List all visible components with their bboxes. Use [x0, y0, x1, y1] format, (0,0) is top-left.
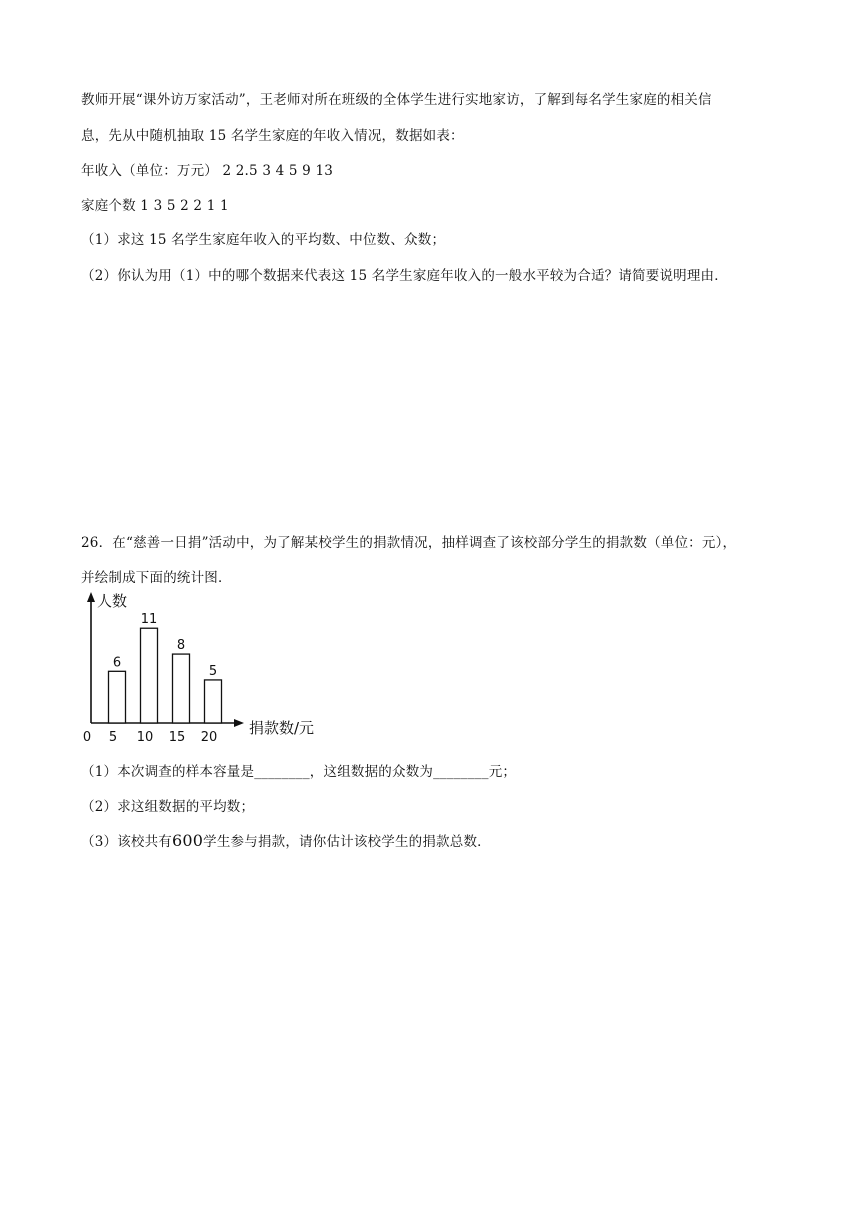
data-label-5: 6	[112, 655, 122, 671]
intro-line-1: 教师开展“课外访万家活动”，王老师对所在班级的全体学生进行实地家访，了解到每名学生家庭的相关信	[81, 92, 712, 108]
problem26-question-3	[81, 830, 491, 850]
tick-label-5: 5	[108, 730, 118, 745]
y-axis-arrow	[87, 592, 95, 602]
donation-bar-chart	[80, 590, 330, 750]
problem26-question-1: （1）本次调查的样本容量是________，这组数据的众数为________元；	[81, 764, 517, 780]
origin-label: 0	[82, 730, 92, 745]
bar-15	[173, 654, 190, 723]
intro-question-1: （1）求这 15 名学生家庭年收入的平均数、中位数、众数；	[81, 232, 446, 248]
bar-5	[109, 671, 126, 723]
q3-number: 600	[172, 831, 204, 850]
problem26-question-2: （2）求这组数据的平均数；	[81, 799, 255, 815]
bar-20	[205, 680, 222, 723]
data-label-20: 5	[208, 663, 218, 679]
income-row: 年收入（单位：万元） 2 2.5 3 4 5 9 13	[81, 163, 334, 179]
intro-line-2: 息，先从中随机抽取 15 名学生家庭的年收入情况，数据如表：	[81, 128, 464, 144]
tick-label-15: 15	[168, 730, 186, 745]
data-label-10: 11	[140, 612, 158, 628]
intro-question-2: （2）你认为用（1）中的哪个数据来代表这 15 名学生家庭年收入的一般水平较为合适？请简要说明理由．	[81, 268, 728, 284]
y-axis-label: 人数	[97, 592, 128, 610]
q3-text-a: （3）该校共有	[81, 834, 172, 850]
tick-label-10: 10	[136, 730, 154, 745]
problem26-line-2: 并绘制成下面的统计图．	[81, 570, 232, 586]
x-axis-label: 捐款数/元	[249, 719, 315, 737]
q3-text-b: 学生参与捐款，请你估计该校学生的捐款总数．	[203, 834, 491, 850]
x-axis-arrow	[234, 719, 244, 727]
problem26-line-1: 26．在“慈善一日捐”活动中，为了解某校学生的捐款情况，抽样调查了该校部分学生的捐款数（单位：元），	[81, 535, 737, 551]
tick-label-20: 20	[200, 730, 218, 745]
data-label-15: 8	[176, 638, 186, 654]
bar-10	[141, 628, 158, 723]
family-count-row: 家庭个数 1 3 5 2 2 1 1	[81, 198, 229, 214]
